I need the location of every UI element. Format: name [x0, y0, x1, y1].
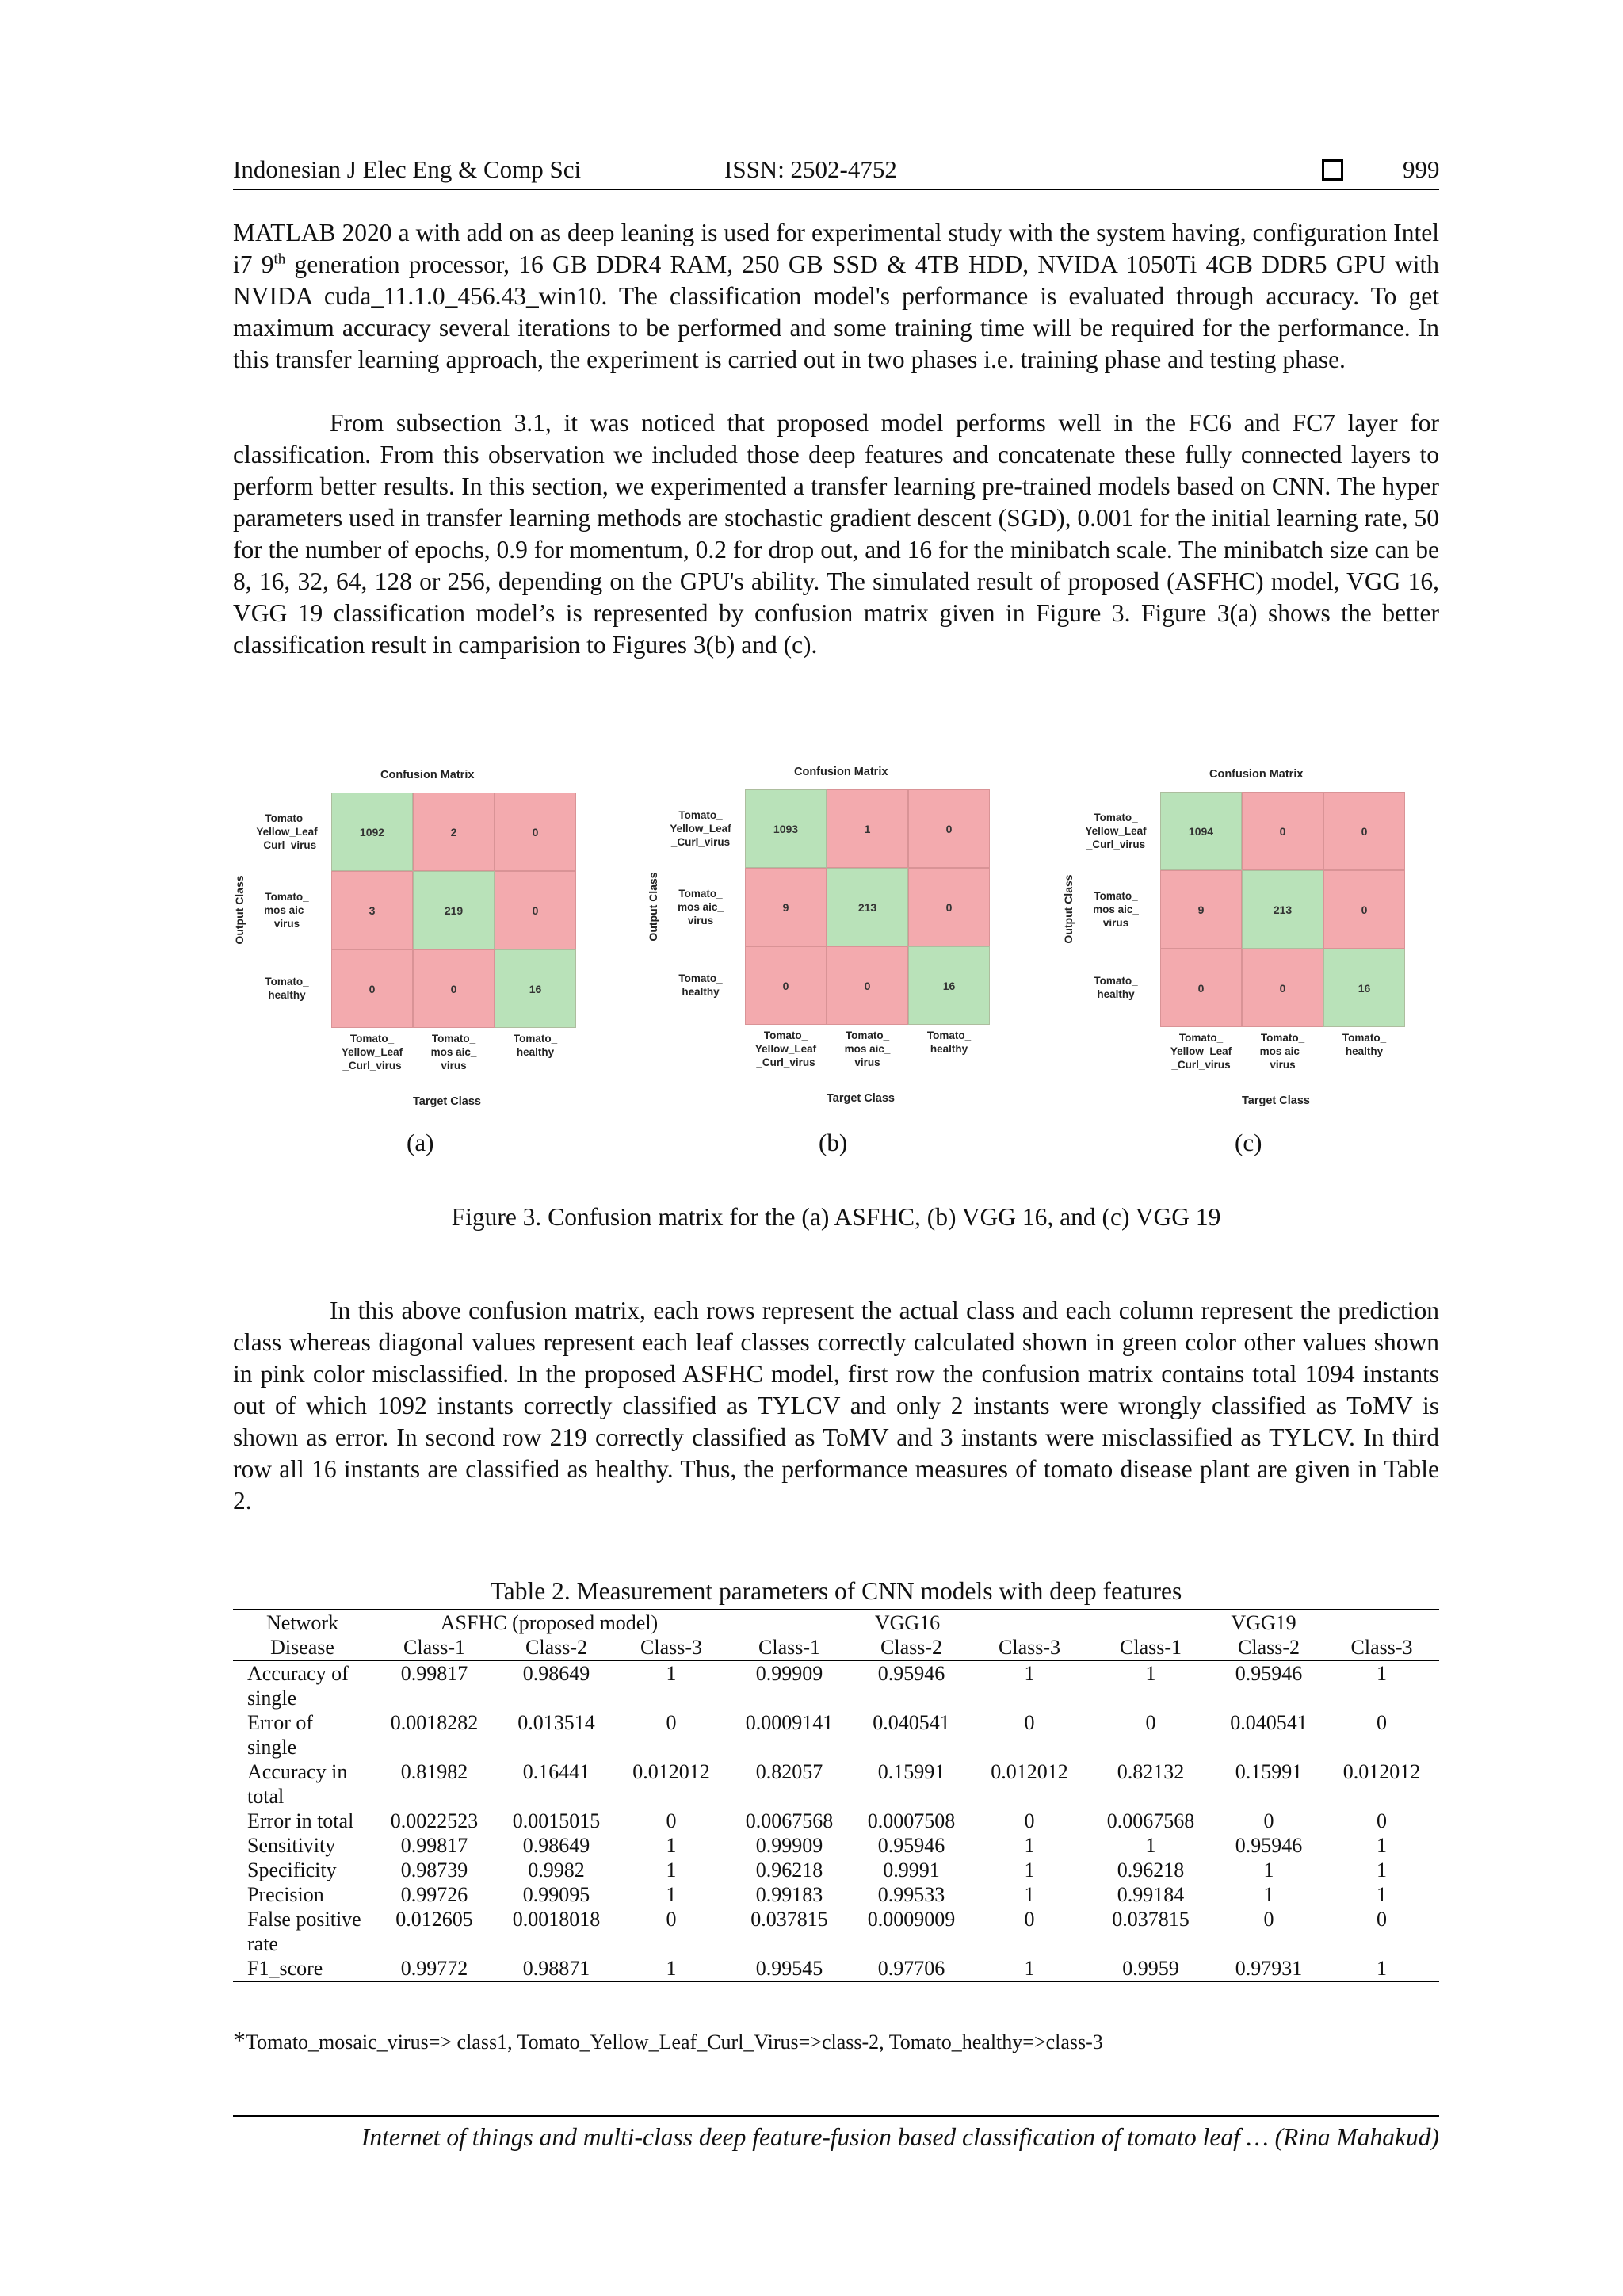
- matrix-cell: 213: [827, 868, 908, 946]
- column-header: Class-2: [497, 1635, 616, 1660]
- table-row: [233, 1956, 1439, 1981]
- matrix-title: Confusion Matrix: [794, 766, 888, 778]
- row-label: Tomato_ Yellow_Leaf _Curl_virus: [670, 808, 731, 848]
- table-row: [233, 1660, 1439, 1710]
- table-cell: 0.99909: [755, 1662, 823, 1685]
- matrix-cell: 219: [413, 871, 495, 949]
- table-cell: 1: [666, 1662, 677, 1685]
- table-header-row-2: [233, 1635, 1439, 1660]
- column-header: Class-3: [1324, 1635, 1439, 1660]
- column-header: Class-1: [372, 1635, 497, 1660]
- row-metric-label: Sensitivity: [247, 1834, 336, 1857]
- table-cell: 1: [1377, 1859, 1387, 1881]
- table-row: [233, 1858, 1439, 1882]
- column-label: Tomato_ Yellow_Leaf _Curl_virus: [1170, 1032, 1232, 1071]
- column-header: Class-1: [727, 1635, 852, 1660]
- table-cell: 0.95946: [877, 1834, 945, 1857]
- matrix-title: Confusion Matrix: [1209, 768, 1304, 781]
- square-icon: [1322, 159, 1343, 181]
- y-axis-label: Output Class: [647, 872, 659, 942]
- issn: ISSN: 2502-4752: [724, 155, 897, 183]
- subfigure-label: (b): [819, 1129, 848, 1156]
- table-cell: 0: [1377, 1711, 1387, 1734]
- table-cell: 0.0022523: [390, 1809, 479, 1832]
- column-header: Class-2: [852, 1635, 971, 1660]
- matrix-cell: 3: [331, 871, 413, 949]
- column-label: Tomato_ Yellow_Leaf _Curl_virus: [754, 1030, 817, 1068]
- matrix-cell: 16: [1323, 949, 1405, 1027]
- subfigure-label: (c): [1235, 1129, 1262, 1156]
- matrix-cell: 0: [1323, 870, 1405, 949]
- running-footer: Internet of things and multi-class deep feature-fusion based classification of tomato leaf … (Rina Mahakud): [233, 2115, 1439, 2152]
- matrix-cell: 0: [745, 946, 827, 1025]
- table-cell: 0.99817: [400, 1662, 468, 1685]
- table-row: [233, 1809, 1439, 1833]
- table-cell: 0.98649: [522, 1662, 590, 1685]
- table-cell: 0.012012: [1342, 1760, 1421, 1783]
- table-cell: 0: [1024, 1809, 1035, 1832]
- table-cell: 1: [1263, 1859, 1274, 1881]
- row-label: Tomato_ Yellow_Leaf _Curl_virus: [1085, 811, 1147, 850]
- table-cell: 0.9959: [1088, 1956, 1213, 1981]
- table-cell: 0.037815: [750, 1908, 828, 1931]
- table-cell: 0.012012: [632, 1760, 710, 1783]
- paragraph-3: In this above confusion matrix, each rows represent the actual class and each column represent the prediction class whereas diagonal values represent each leaf classes correctly calculated shown in green color other values shown in pink color misclassified. In the proposed ASFHC model, first row the confusion matrix contains total 1094 instants out of which 1092 instants correctly classified as TYLCV and only 2 instants were wrongly classified as ToMV is shown as error. In second row 219 correctly classified as ToMV and 3 instants were misclassified as TYLCV. In third row all 16 instants are classified as healthy. Thus, the performance measures of tomato disease plant are given in Table 2.: [233, 1297, 1439, 1515]
- footnote-star: *: [233, 2026, 246, 2054]
- table-row: [233, 1882, 1439, 1907]
- matrix-cell: 9: [1160, 870, 1242, 949]
- table-cell: 0.012012: [991, 1760, 1068, 1783]
- running-header: [233, 155, 1439, 190]
- table-cell: 1: [616, 1956, 727, 1981]
- table-cell: 0.99817: [400, 1834, 468, 1857]
- row-label: Tomato_ Yellow_Leaf _Curl_virus: [256, 812, 318, 851]
- table-cell: 0.82132: [1117, 1760, 1185, 1783]
- table-cell: 0.15991: [1235, 1760, 1303, 1783]
- table-cell: 1: [1324, 1956, 1439, 1981]
- table-cell: 0.82057: [755, 1760, 823, 1783]
- column-header: Class-1: [1088, 1635, 1213, 1660]
- paragraph-1-part-b: generation processor, 16 GB DDR4 RAM, 250 GB SSD & 4TB HDD, NVIDA 1050Ti 4GB DDR5 GPU with NVIDA cuda_11.1.0_456.43_win10. The classification model's performance is evaluated through accuracy. To get maximum accuracy several iterations to be performed and some training time will be required for the performance. In this transfer learning approach, the experiment is carried out in two phases i.e. training phase and testing phase.: [233, 250, 1439, 373]
- row-metric-label: Precision: [247, 1883, 324, 1906]
- table-cell: 0: [1145, 1711, 1156, 1734]
- table-cell: 1: [1377, 1662, 1387, 1685]
- table-cell: 0: [1024, 1908, 1035, 1931]
- header-network: Network: [233, 1610, 372, 1635]
- matrix-cell: 0: [1160, 949, 1242, 1027]
- subfigure-label: (a): [407, 1129, 434, 1156]
- table-cell: 0.0018018: [512, 1908, 601, 1931]
- row-label: Tomato_ mos aic_ virus: [678, 887, 724, 926]
- column-header: Disease: [233, 1635, 372, 1660]
- table-cell: 0.037815: [1112, 1908, 1190, 1931]
- column-label: Tomato_ healthy: [1342, 1032, 1387, 1057]
- matrix-cell: 1094: [1160, 792, 1242, 870]
- table-cell: 0.98649: [522, 1834, 590, 1857]
- table-cell: 1: [666, 1883, 677, 1906]
- table-cell: 0.0018282: [390, 1711, 479, 1734]
- x-axis-label: Target Class: [1242, 1095, 1310, 1107]
- column-label: Tomato_ mos aic_ virus: [844, 1030, 891, 1068]
- table-cell: 0.98739: [400, 1859, 468, 1881]
- table-cell: 0: [1024, 1711, 1035, 1734]
- table-cell: 0.040541: [1230, 1711, 1308, 1734]
- matrix-cell: 0: [331, 949, 413, 1028]
- table-footnote: [233, 2026, 1103, 2055]
- column-label: Tomato_ Yellow_Leaf _Curl_virus: [341, 1033, 403, 1072]
- table-cell: 1: [1145, 1662, 1156, 1685]
- table-cell: 1: [666, 1859, 677, 1881]
- row-label: Tomato_ mos aic_ virus: [264, 890, 310, 930]
- table-cell: 1: [971, 1956, 1088, 1981]
- table-cell: 1: [1377, 1883, 1387, 1906]
- matrix-cell: 0: [1242, 792, 1323, 870]
- row-label: Tomato_ mos aic_ virus: [1093, 889, 1139, 929]
- table-cell: 0.0007508: [867, 1809, 956, 1832]
- table-cell: 0.95946: [1235, 1834, 1303, 1857]
- paragraph-2: From subsection 3.1, it was noticed that proposed model performs well in the FC6 and FC7 layer for classification. From this observation we included those deep features and concatenate these fully connected layers to perform better results. In this section, we experimented a transfer learning pre-trained models based on CNN. The hyper parameters used in transfer learning methods are stochastic gradient descent (SGD), 0.001 for the initial learning rate, 50 for the number of epochs, 0.9 for momentum, 0.2 for drop out, and 16 for the minibatch scale. The minibatch size can be 8, 16, 32, 64, 128 or 256, depending on the GPU's ability. The simulated result of proposed (ASFHC) model, VGG 16, VGG 19 classification model’s is represented by confusion matrix given in Figure 3. Figure 3(a) shows the better classification result in camparision to Figures 3(b) and (c).: [233, 409, 1439, 659]
- column-label: Tomato_ mos aic_ virus: [430, 1033, 477, 1072]
- matrix-cell: 0: [1242, 949, 1323, 1027]
- table-cell: 0.013514: [517, 1711, 595, 1734]
- column-header: Class-3: [616, 1635, 727, 1660]
- table-cell: 0.81982: [400, 1760, 468, 1783]
- table-cell: 0.0009141: [745, 1711, 834, 1734]
- matrix-cell: 213: [1242, 870, 1323, 949]
- matrix-cell: 0: [827, 946, 908, 1025]
- superscript: th: [273, 250, 286, 268]
- table-cell: 1: [1263, 1883, 1274, 1906]
- table-cell: 0: [1377, 1908, 1387, 1931]
- table-cell: 0: [1263, 1908, 1274, 1931]
- matrix-cell: 9: [745, 868, 827, 946]
- table-cell: 0: [1377, 1809, 1387, 1832]
- table-cell: 0: [1263, 1809, 1274, 1832]
- table-cell: 0.96218: [1117, 1859, 1185, 1881]
- table-cell: 1: [1024, 1662, 1035, 1685]
- header-vgg19: VGG19: [1088, 1610, 1439, 1635]
- table-cell: 0.012605: [395, 1908, 473, 1931]
- table-cell: 0.0009009: [867, 1908, 956, 1931]
- matrix-title: Confusion Matrix: [380, 769, 475, 781]
- table-cell: 0.97931: [1213, 1956, 1324, 1981]
- table-cell: 0.95946: [1235, 1662, 1303, 1685]
- row-label: Tomato_ healthy: [678, 972, 723, 998]
- table-cell: 1: [1377, 1834, 1387, 1857]
- footnote-text: Tomato_mosaic_virus=> class1, Tomato_Yellow_Leaf_Curl_Virus=>class-2, Tomato_healthy=>class-3: [246, 2030, 1103, 2053]
- header-asfhc: ASFHC (proposed model): [372, 1610, 727, 1635]
- journal-name: Indonesian J Elec Eng & Comp Sci: [233, 155, 582, 183]
- matrix-cell: 1: [827, 789, 908, 868]
- table-cell: 0.97706: [852, 1956, 971, 1981]
- column-label: Tomato_ mos aic_ virus: [1259, 1032, 1306, 1071]
- y-axis-label: Output Class: [1062, 874, 1075, 944]
- row-metric-label: Accuracy in total: [247, 1760, 348, 1808]
- table-cell: 0.99909: [755, 1834, 823, 1857]
- table-cell: 0.99533: [877, 1883, 945, 1906]
- table-cell: 1: [1145, 1834, 1156, 1857]
- table-cell: 0.99545: [727, 1956, 852, 1981]
- paragraph-1-part-a: MATLAB 2020 a with add on as deep leaning is used for experimental study with the system having, configuration Intel i7 9: [233, 219, 1439, 278]
- table-cell: 0.0067568: [745, 1809, 834, 1832]
- table-cell: 0.040541: [873, 1711, 950, 1734]
- matrix-cell: 0: [495, 793, 576, 871]
- table-cell: 0.98871: [497, 1956, 616, 1981]
- column-header: Class-3: [971, 1635, 1088, 1660]
- row-metric-label: Error in total: [247, 1809, 354, 1832]
- row-metric-label: Specificity: [247, 1859, 337, 1881]
- table-row: [233, 1710, 1439, 1759]
- row-label: Tomato_ healthy: [1094, 975, 1138, 1000]
- table-cell: 0.0015015: [512, 1809, 601, 1832]
- row-metric-label: Accuracy of single: [247, 1662, 349, 1710]
- row-metric-label: False positive rate: [247, 1908, 361, 1955]
- table-header-row-1: [233, 1610, 1439, 1635]
- page-number: 999: [1403, 155, 1440, 183]
- matrix-cell: 0: [908, 789, 990, 868]
- table-cell: 0.99095: [522, 1883, 590, 1906]
- table-cell: 0.99772: [372, 1956, 497, 1981]
- matrix-cell: 1092: [331, 793, 413, 871]
- x-axis-label: Target Class: [413, 1095, 481, 1108]
- matrix-cell: 1093: [745, 789, 827, 868]
- table-cell: 0.9982: [528, 1859, 585, 1881]
- table-cell: 1: [666, 1834, 677, 1857]
- table-row: [233, 1833, 1439, 1858]
- table-cell: 0.99184: [1117, 1883, 1185, 1906]
- table-cell: 0.16441: [522, 1760, 590, 1783]
- table-cell: 0.0067568: [1106, 1809, 1195, 1832]
- table-cell: 0: [666, 1908, 677, 1931]
- table-cell: 0.15991: [877, 1760, 945, 1783]
- paragraph-1: [233, 217, 1439, 376]
- column-label: Tomato_ healthy: [513, 1033, 558, 1058]
- row-metric-label: Error of single: [247, 1711, 314, 1759]
- x-axis-label: Target Class: [827, 1092, 895, 1105]
- figure-caption: Figure 3. Confusion matrix for the (a) ASFHC, (b) VGG 16, and (c) VGG 19: [451, 1203, 1221, 1231]
- table-row: [233, 1759, 1439, 1809]
- matrix-cell: 16: [495, 949, 576, 1028]
- table-cell: 0.96218: [755, 1859, 823, 1881]
- table-cell: 0: [666, 1809, 677, 1832]
- table-cell: 0.99726: [400, 1883, 468, 1906]
- column-header: Class-2: [1213, 1635, 1324, 1660]
- matrix-cell: 0: [413, 949, 495, 1028]
- matrix-cell: 0: [908, 868, 990, 946]
- table-cell: 1: [1024, 1834, 1035, 1857]
- table-cell: 0.95946: [877, 1662, 945, 1685]
- table-cell: 1: [1024, 1883, 1035, 1906]
- matrix-cell: 0: [495, 871, 576, 949]
- row-metric-label: F1_score: [233, 1956, 372, 1981]
- table-cell: 0.9991: [883, 1859, 940, 1881]
- row-label: Tomato_ healthy: [265, 976, 309, 1001]
- table-caption: Table 2. Measurement parameters of CNN models with deep features: [490, 1577, 1182, 1605]
- table-cell: 0: [666, 1711, 677, 1734]
- table-row: [233, 1907, 1439, 1956]
- matrix-cell: 0: [1323, 792, 1405, 870]
- matrix-cell: 2: [413, 793, 495, 871]
- y-axis-label: Output Class: [233, 875, 246, 945]
- matrix-cell: 16: [908, 946, 990, 1025]
- measurement-table: [233, 1609, 1439, 1982]
- header-vgg16: VGG16: [727, 1610, 1088, 1635]
- table-cell: 0.99183: [755, 1883, 823, 1906]
- column-label: Tomato_ healthy: [926, 1030, 972, 1055]
- table-cell: 1: [1024, 1859, 1035, 1881]
